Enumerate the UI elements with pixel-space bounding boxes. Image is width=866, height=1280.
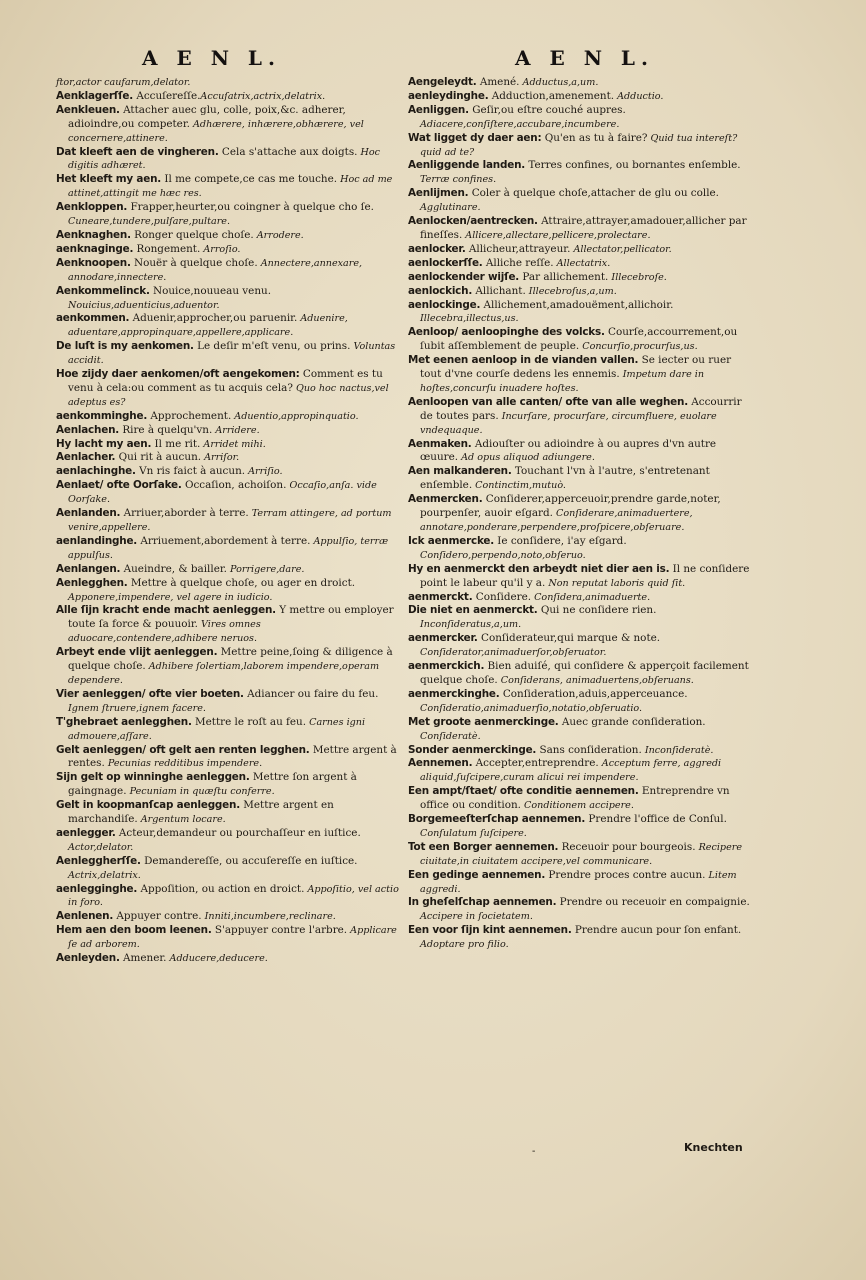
french-definition: Conſiderer,apperceuoir,prendre garde,noter, pourpenſer, auoir eſgard. — [420, 493, 721, 520]
headword: Aennemen. — [408, 757, 473, 770]
dictionary-entry — [56, 855, 406, 883]
headword: Aenlocken/aentrecken. — [408, 215, 538, 228]
latin-equivalent: Aduentio,appropinquatio. — [231, 410, 359, 422]
latin-equivalent: Incurſare, procurſare, circumfluere, euolare vndequaque. — [420, 410, 717, 436]
french-definition: Mettre argent à rentes. — [68, 743, 397, 770]
dictionary-entry — [408, 744, 754, 758]
french-definition: Cela s'attache aux doigts. — [218, 145, 358, 158]
headword: Aenknoopen. — [56, 256, 131, 269]
headword: Sijn gelt op winninghe aenleggen. — [56, 771, 250, 784]
dictionary-entry — [408, 271, 754, 285]
dictionary-entry — [408, 215, 754, 243]
latin-equivalent: Appulſio, terræ appulſus. — [68, 535, 389, 561]
headword: Aenlaet/ ofte Oorſake. — [56, 479, 182, 492]
latin-equivalent: Porrigere,dare. — [226, 563, 305, 575]
headword: aenkommen. — [56, 312, 130, 325]
headword: Aenlanden. — [56, 507, 121, 520]
latin-equivalent: Appoſitio, vel actio in foro. — [68, 883, 399, 909]
headword: Sonder aenmerckinge. — [408, 743, 537, 756]
french-definition: Alliche reſſe. — [482, 256, 554, 269]
latin-equivalent: Hoc ad me attinet,attingit me hæc res. — [68, 174, 393, 200]
headword: aenmerckinghe. — [408, 687, 500, 700]
french-definition: Demandereſſe, ou accuſereſſe en iuſtice. — [140, 854, 358, 867]
dictionary-entry — [56, 744, 406, 772]
latin-equivalent: Impetum dare in hoſtes,concurſu inuadere hoſtes. — [420, 369, 705, 394]
french-definition: Aueindre, & bailler. — [120, 562, 227, 575]
headword: Ick aenmercke. — [408, 534, 494, 547]
french-definition: Nouice,nouueau venu. — [149, 284, 272, 297]
french-definition: Conſidere. — [472, 590, 532, 603]
latin-equivalent: Accuſatrix,actrix,delatrix. — [200, 90, 326, 102]
latin-equivalent: Allectator,pellicator. — [570, 243, 672, 255]
latin-equivalent: Arrodere. — [253, 229, 304, 241]
dictionary-entry — [408, 896, 754, 924]
french-definition: Receuoir pour bourgeois. — [558, 840, 696, 853]
dictionary-entry — [408, 493, 754, 535]
french-definition: Se iecter ou ruer tout d'vne courſe dedens les ennemis. — [420, 354, 732, 381]
latin-equivalent: Inconſideratè. — [641, 744, 714, 756]
headword: Alle ſijn kracht ende macht aenleggen. — [56, 604, 276, 617]
latin-equivalent: Conſidero,perpendo,noto,obſeruo. — [420, 549, 586, 561]
dictionary-entry — [408, 187, 754, 215]
french-definition: Accourrir de toutes pars. — [420, 395, 742, 422]
dictionary-entry — [408, 591, 754, 605]
dictionary-entry — [56, 312, 406, 340]
headword: aenlegginghe. — [56, 882, 138, 895]
french-definition: Accuſereſſe. — [133, 89, 201, 102]
latin-equivalent: Adhibere ſolertiam,laborem impendere,operam dependere. — [68, 661, 380, 686]
latin-equivalent: Arroſio. — [200, 243, 241, 255]
french-definition: Il me compete,ce cas me touche. — [161, 173, 338, 186]
headword: Aenlenen. — [56, 910, 114, 923]
latin-equivalent: Adhærere, inhærere,obhærere, vel concernere,attinere. — [68, 118, 364, 144]
french-definition: Prendre proces contre aucun. — [545, 868, 706, 881]
french-definition: Appoſition, ou action en droict. — [137, 882, 305, 895]
french-definition: Il me rit. — [151, 437, 201, 450]
dictionary-entry — [408, 869, 754, 897]
dictionary-entry — [56, 368, 406, 410]
french-definition: Attraire,attrayer,amadouer,allicher par fineſſes. — [420, 215, 747, 241]
latin-equivalent: Apponere,impendere, vel agere in iudicio. — [68, 591, 273, 603]
dictionary-entry — [56, 410, 406, 424]
french-definition: Acteur,demandeur ou pourchaſſeur en iuſtice. — [115, 826, 361, 839]
dictionary-entry — [408, 396, 754, 438]
french-definition: Allicheur,attrayeur. — [465, 242, 571, 255]
latin-equivalent: Applicare ſe ad arborem. — [68, 925, 397, 951]
french-definition: Approchement. — [147, 409, 232, 422]
headword: aenmercker. — [408, 632, 478, 645]
french-definition: Appuyer contre. — [113, 910, 202, 923]
latin-equivalent: Occaſio,anſa. vide Oorſake. — [68, 480, 377, 506]
latin-equivalent: Arriſio. — [245, 466, 283, 478]
dictionary-entry — [56, 688, 406, 716]
french-definition: Entreprendre vn office ou condition. — [420, 785, 730, 812]
french-definition: Par allichement. — [519, 270, 609, 283]
latin-equivalent: Allectatrix. — [553, 257, 611, 269]
headword: Aenmercken. — [408, 493, 483, 506]
dictionary-entry — [56, 716, 406, 744]
headword: aenleydinghe. — [408, 89, 489, 102]
dictionary-entry — [408, 660, 754, 688]
french-definition: Qui ne conſidere rien. — [537, 604, 657, 617]
dictionary-entry — [56, 424, 406, 438]
latin-equivalent: Arridet mihi. — [200, 438, 266, 450]
headword: Aenmaken. — [408, 437, 472, 450]
dictionary-entry — [56, 146, 406, 174]
latin-equivalent: Cuneare,tundere,pulſare,pultare. — [68, 216, 231, 228]
dictionary-entry — [408, 132, 754, 160]
headword: Borgemeeſterſchap aennemen. — [408, 813, 586, 826]
latin-equivalent: Litem aggredi. — [420, 869, 737, 895]
latin-equivalent: Illecebroſe. — [608, 271, 667, 283]
french-definition: Bien aduiſé, qui conſidere & apperçoit facilement quelque choſe. — [420, 660, 749, 686]
dictionary-entry — [408, 563, 754, 591]
headword: Tot een Borger aennemen. — [408, 840, 559, 853]
headword: Een ampt/ſtaet/ ofte conditie aennemen. — [408, 785, 639, 798]
dictionary-entry — [56, 924, 406, 952]
dictionary-entry — [408, 243, 754, 257]
french-definition: Conſideration,aduis,apperceuance. — [499, 687, 688, 700]
dictionary-entry — [56, 201, 406, 229]
dictionary-entry — [56, 243, 406, 257]
french-definition: Adduction,amenement. — [488, 89, 615, 102]
dictionary-entry — [408, 924, 754, 952]
headword: Vier aenleggen/ ofte vier boeten. — [56, 687, 244, 700]
headword: Aenlijmen. — [408, 187, 469, 200]
latin-equivalent: Pecuniam in quæſtu conferre. — [126, 786, 275, 798]
latin-equivalent: Allicere,allectare,pellicere,prolectare. — [462, 229, 651, 241]
latin-equivalent: Adoptare pro filio. — [420, 939, 509, 951]
latin-equivalent: Conſidera,animaduerte. — [531, 591, 651, 603]
headword: Aenleggherſſe. — [56, 854, 141, 867]
headword: Aenlachen. — [56, 423, 120, 436]
latin-equivalent: Non reputat laboris quid ſit. — [545, 577, 686, 589]
dictionary-entry — [56, 604, 406, 646]
dictionary-entry — [56, 257, 406, 285]
latin-equivalent: Conſulatum ſuſcipere. — [420, 827, 527, 839]
dictionary-entry — [408, 354, 754, 396]
dictionary-entry — [56, 910, 406, 924]
dictionary-entry — [408, 104, 754, 132]
french-definition: Qu'en as tu à faire? — [541, 131, 648, 144]
french-definition: Y mettre ou employer toute ſa force & pouuoir. — [68, 604, 394, 631]
headword: aenlegger. — [56, 826, 116, 839]
french-definition: Prendre aucun pour ſon enfant. — [571, 924, 742, 937]
latin-equivalent: Voluntas accidit. — [68, 341, 396, 367]
latin-equivalent: Agglutinare. — [420, 202, 481, 214]
french-definition: Qui rit à aucun. — [115, 451, 202, 464]
dictionary-entry — [56, 646, 406, 688]
dictionary-entry — [56, 771, 406, 799]
headword: Hy en aenmerckt den arbeydt niet dier aen is. — [408, 562, 670, 575]
latin-equivalent: ftor,actor caufarum,delator. — [56, 77, 191, 88]
headword: Een gedinge aennemen. — [408, 868, 546, 881]
headword: Aenlegghen. — [56, 576, 128, 589]
left-column — [56, 76, 406, 966]
french-definition: Frapper,heurter,ou coingner à quelque cho ſe. — [127, 201, 374, 214]
headword: Gelt aenleggen/ oft gelt aen renten legghen. — [56, 743, 310, 756]
headword: aenlocker. — [408, 242, 466, 255]
dictionary-entry — [408, 285, 754, 299]
running-header-right: A E N L. — [515, 46, 654, 70]
french-definition: Adiouſter ou adioindre à ou aupres d'vn autre œuure. — [420, 437, 717, 464]
french-definition: Arriuer,aborder à terre. — [120, 507, 249, 520]
dictionary-entry — [408, 535, 754, 563]
latin-equivalent: Ad opus aliquod adiungere. — [458, 452, 595, 464]
french-definition: Prendre l'office de Conſul. — [585, 813, 727, 826]
dictionary-entry — [56, 827, 406, 855]
french-definition: Nouër à quelque choſe. — [130, 256, 258, 269]
headword: Aenknaghen. — [56, 228, 131, 241]
footer-mark: - — [532, 1146, 536, 1157]
dictionary-entry — [56, 465, 406, 479]
french-definition: Geſir,ou eſtre couché aupres. — [468, 103, 626, 116]
dictionary-entry — [408, 76, 754, 90]
dictionary-entry — [408, 841, 754, 869]
dictionary-entry — [56, 90, 406, 104]
french-definition: Vn ris faict à aucun. — [135, 465, 246, 478]
headword: Aenklagerſſe. — [56, 89, 134, 102]
headword: Gelt in koopmanſcap aenleggen. — [56, 799, 240, 812]
headword: aenlockich. — [408, 284, 473, 297]
latin-equivalent: Illecebroſus,a,um. — [525, 285, 617, 297]
latin-equivalent: Actrix,delatrix. — [68, 869, 141, 881]
dictionary-entry — [56, 563, 406, 577]
latin-equivalent: Adductus,a,um. — [519, 77, 599, 88]
french-definition: Aduenir,approcher,ou paruenir. — [129, 312, 298, 325]
french-definition: Ronger quelque choſe. — [130, 228, 254, 241]
dictionary-entry — [56, 883, 406, 911]
latin-equivalent: Conſideratè. — [420, 730, 481, 742]
headword: Aengeleydt. — [408, 76, 477, 88]
headword: aenlandinghe. — [56, 534, 138, 547]
dictionary-entry — [408, 299, 754, 327]
latin-equivalent: Nouicius,aduenticius,aduentor. — [68, 299, 220, 311]
headword: Aenloopen van alle canten/ ofte van alle weghen. — [408, 395, 688, 408]
headword: Het kleeft my aen. — [56, 173, 162, 186]
french-definition: Rire à quelqu'vn. — [119, 423, 213, 436]
french-definition: Adiancer ou faire du feu. — [243, 687, 379, 700]
headword: Met groote aenmerckinge. — [408, 715, 559, 728]
dictionary-entry — [56, 285, 406, 313]
latin-equivalent: Recipere ciuitate,in ciuitatem accipere,vel communicare. — [420, 841, 743, 867]
dictionary-entry — [56, 799, 406, 827]
latin-equivalent: Conditionem accipere. — [520, 800, 634, 812]
dictionary-entry — [56, 535, 406, 563]
dictionary-entry — [408, 604, 754, 632]
latin-equivalent: Hoc digitis adhæret. — [68, 146, 381, 172]
headword: Aenliggende landen. — [408, 159, 526, 172]
latin-equivalent: Quo hoc nactus,vel adeptus es? — [68, 382, 389, 408]
french-definition: Mettre argent en marchandiſe. — [68, 799, 334, 826]
right-column — [408, 76, 754, 952]
latin-equivalent: Arriſor. — [201, 452, 240, 464]
headword: aenlockender wijſe. — [408, 270, 520, 283]
headword: Aenlangen. — [56, 562, 121, 575]
latin-equivalent: Illecebra,illectus,us. — [420, 313, 519, 325]
latin-equivalent: Pecunias redditibus impendere. — [104, 758, 263, 770]
headword: Een voor ſijn kint aennemen. — [408, 924, 572, 937]
french-definition: Amener. — [119, 952, 167, 965]
headword: Aenleyden. — [56, 952, 120, 965]
latin-equivalent: Vires omnes aduocare,contendere,adhibere neruos. — [68, 619, 261, 645]
latin-equivalent: Aduenire, aduentare,appropinquare,appellere,applicare. — [68, 313, 348, 339]
french-definition: Terres confines, ou bornantes enſemble. — [525, 159, 741, 172]
headword: Die niet en aenmerckt. — [408, 604, 538, 617]
french-definition: Mettre le roſt au feu. — [191, 715, 307, 728]
french-definition: Il ne conſidere point le labeur qu'il y a. — [420, 562, 750, 589]
dictionary-entry — [408, 326, 754, 354]
headword: aenmerckt. — [408, 590, 473, 603]
dictionary-entry — [408, 632, 754, 660]
headword: Met eenen aenloop in de vianden vallen. — [408, 354, 639, 367]
french-definition: Allichement,amadouëment,allichoir. — [480, 298, 674, 311]
headword: Aenkommelinck. — [56, 284, 150, 297]
french-definition: Arriuement,abordement à terre. — [137, 534, 311, 547]
latin-equivalent: Conſiderare,animaduertere, annotare,ponderare,perpendere,proſpicere,obſeruare. — [420, 508, 693, 533]
dictionary-entry — [56, 479, 406, 507]
french-definition: Courſe,accourrement,ou ſubit aſſemblement de peuple. — [420, 326, 738, 353]
latin-equivalent: Actor,delator. — [68, 841, 134, 853]
dictionary-entry — [56, 451, 406, 465]
dictionary-entry — [56, 340, 406, 368]
dictionary-entry — [408, 257, 754, 271]
dictionary-entry — [56, 952, 406, 966]
latin-equivalent: Argentum locare. — [137, 814, 226, 826]
headword: Arbeyt ende vlijt aenleggen. — [56, 646, 218, 659]
french-definition: Mettre ſon argent à gaingnage. — [68, 771, 357, 798]
latin-equivalent: Continctim,mutuò. — [472, 480, 566, 492]
headword: aenlachinghe. — [56, 465, 136, 478]
headword: De luſt is my aenkomen. — [56, 340, 194, 353]
headword: Aenloop/ aenloopinghe des volcks. — [408, 326, 605, 339]
dictionary-entry — [408, 813, 754, 841]
latin-equivalent: Inconſideratus,a,um. — [420, 619, 522, 631]
headword: aenlockinge. — [408, 298, 481, 311]
headword: Aenlacher. — [56, 451, 116, 464]
french-definition: Mettre peine,ſoing & diligence à quelque choſe. — [68, 646, 393, 673]
dictionary-entry — [408, 757, 754, 785]
latin-equivalent: Acceptum ferre, aggredi aliquid,ſuſcipere,curam alicui rei impendere. — [420, 758, 722, 784]
french-definition: Touchant l'vn à l'autre, s'entretenant enſemble. — [420, 465, 710, 492]
dictionary-entry — [408, 688, 754, 716]
french-definition: Conſiderateur,qui marque & note. — [477, 632, 661, 645]
french-definition: Occaſion, achoiſon. — [181, 479, 287, 492]
dictionary-entry — [408, 465, 754, 493]
headword: Hoe zijdy daer aenkomen/oft aengekomen: — [56, 368, 300, 381]
french-definition: Le deſir m'eſt venu, ou prins. — [193, 340, 351, 353]
french-definition: Sans conſideration. — [536, 743, 642, 756]
latin-equivalent: Ignem ſtruere,ignem facere. — [68, 702, 206, 714]
headword: aenknaginge. — [56, 242, 134, 255]
french-definition: Amené. — [476, 76, 520, 88]
french-definition: Rongement. — [133, 242, 201, 255]
headword: Aenkleuen. — [56, 103, 120, 116]
french-definition: Mettre à quelque choſe, ou ager en droict. — [127, 576, 356, 589]
latin-equivalent: Adducere,deducere. — [166, 953, 268, 965]
french-definition: Ie conſidere, i'ay eſgard. — [494, 534, 627, 547]
headword: Hy lacht my aen. — [56, 437, 152, 450]
headword: Wat ligget dy daer aen: — [408, 131, 542, 144]
latin-equivalent: Inniti,incumbere,reclinare. — [201, 911, 336, 923]
headword: T'ghebraet aenlegghen. — [56, 715, 192, 728]
french-definition: Auec grande conſideration. — [558, 715, 706, 728]
latin-equivalent: Carnes igni admouere,aſſare. — [68, 716, 366, 742]
dictionary-entry — [56, 438, 406, 452]
latin-equivalent: Conſideratio,animaduerſio,notatio,obſeruatio. — [420, 702, 643, 714]
latin-equivalent: Conſiderator,animaduerſor,obſeruator. — [420, 647, 607, 659]
headword: In gheſelſchap aennemen. — [408, 896, 557, 909]
headword: aenkomminghe. — [56, 409, 148, 422]
latin-equivalent: Terram attingere, ad portum venire,appellere. — [68, 508, 392, 533]
dictionary-entry — [56, 577, 406, 605]
headword: Aenliggen. — [408, 103, 469, 116]
latin-equivalent: Quid tua intereſt? quid ad te? — [420, 132, 738, 158]
catchword: Knechten — [684, 1141, 743, 1154]
latin-equivalent: Terræ confines. — [420, 174, 497, 186]
dictionary-entry — [56, 104, 406, 146]
latin-equivalent: Adiacere,conſiſtere,accubare,incumbere. — [420, 118, 620, 130]
dictionary-entry — [56, 173, 406, 201]
dictionary-entry — [408, 90, 754, 104]
headword: Aenkloppen. — [56, 201, 128, 214]
headword: Hem aen den boom leenen. — [56, 924, 212, 937]
french-definition: Coler à quelque choſe,attacher de glu ou colle. — [468, 187, 719, 200]
french-definition: S'appuyer contre l'arbre. — [211, 924, 348, 937]
latin-equivalent: Annectere,annexare, annodare,innectere. — [68, 257, 363, 283]
headword: Dat kleeft aen de vingheren. — [56, 145, 219, 158]
dictionary-entry — [408, 785, 754, 813]
latin-equivalent: Accipere in ſocietatem. — [420, 911, 533, 923]
dictionary-entry — [408, 159, 754, 187]
dictionary-entry — [56, 229, 406, 243]
headword: Aen malkanderen. — [408, 465, 512, 478]
headword: aenmerckich. — [408, 660, 485, 673]
dictionary-entry — [56, 507, 406, 535]
french-definition: Attacher auec glu, colle, poix,&c. adherer, adioindre,ou competer. — [68, 103, 346, 130]
latin-equivalent: Arridere. — [212, 424, 260, 436]
french-definition: Allichant. — [472, 284, 526, 297]
dictionary-entry — [408, 716, 754, 744]
dictionary-entry — [56, 76, 406, 90]
latin-equivalent: Conſiderans, animaduertens,obſeruans. — [497, 674, 694, 686]
latin-equivalent: Adductio. — [614, 90, 664, 102]
latin-equivalent: Concurſio,procurſus,us. — [579, 341, 698, 353]
running-header-left: A E N L. — [142, 46, 281, 70]
dictionary-entry — [408, 438, 754, 466]
french-definition: Comment es tu venu à cela:ou comment as tu acquis cela? — [68, 368, 383, 394]
french-definition: Accepter,entreprendre. — [472, 757, 599, 770]
headword: aenlockerſſe. — [408, 256, 483, 269]
french-definition: Prendre ou receuoir en compaignie. — [556, 896, 750, 909]
